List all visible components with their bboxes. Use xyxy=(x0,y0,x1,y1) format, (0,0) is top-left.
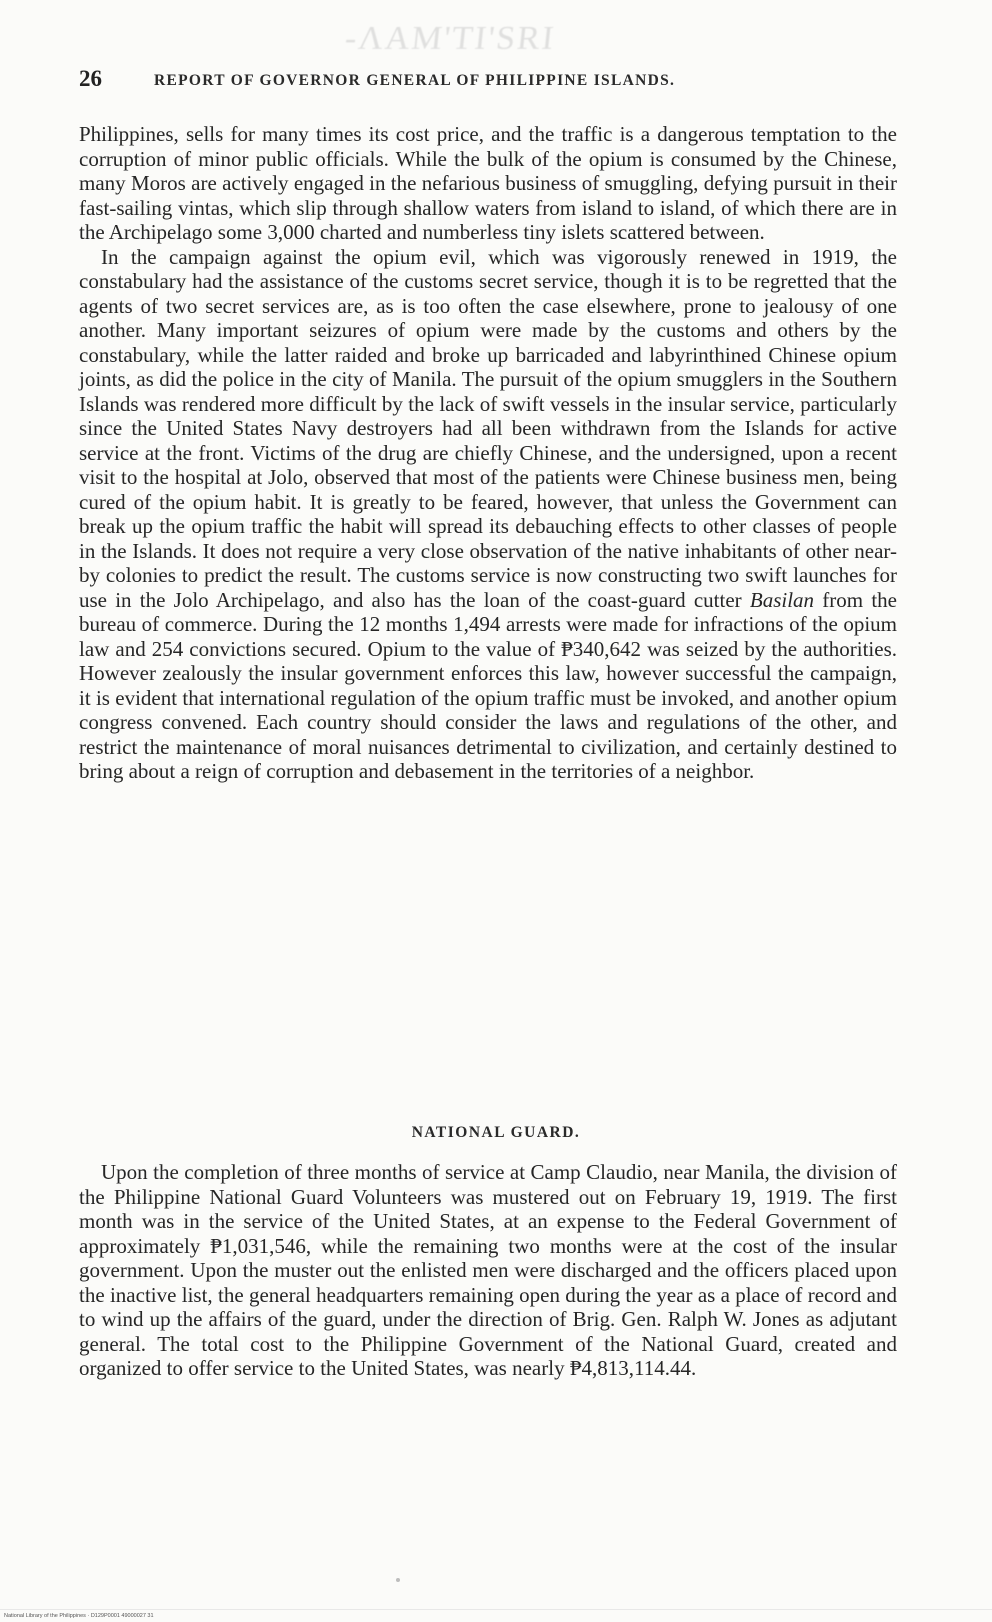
paragraph-national-guard: Upon the completion of three months of service at Camp Claudio, near Manila, the division of the Philippine National Guard Volunteers was mustered out on February 19, 1919. The first month was in the service of the United States, at an expense to the Federal Government of approximately ₱1,031,546, while the remaining two months were at the cost of the insular government. Upon the muster out the enlisted men were discharged and the officers placed upon the inactive list, the general headquarters remaining open during the year as a place of record and to wind up the affairs of the guard, under the direction of Brig. Gen. Ralph W. Jones as adjutant general. The total cost to the Philippine Government of the National Guard, created and organized to offer service to the United States, was nearly ₱4,813,114.44. xyxy=(79,1160,897,1380)
source-note: National Library of the Philippines · D129P0001 49000027 31 xyxy=(4,1613,154,1619)
opium-text-block xyxy=(79,122,897,784)
scan-speck xyxy=(396,1578,400,1582)
vessel-name: Basilan xyxy=(749,587,815,612)
running-head: REPORT OF GOVERNOR GENERAL OF PHILIPPINE ISLANDS. xyxy=(154,72,676,89)
section-heading-national-guard: NATIONAL GUARD. xyxy=(411,1124,581,1141)
footer-rule xyxy=(0,1609,992,1610)
page-header xyxy=(79,66,899,94)
faded-library-stamp: -ɅAM'TI'SRI xyxy=(343,20,558,57)
national-guard-text-block xyxy=(79,1160,897,1381)
page-number: 26 xyxy=(79,66,102,91)
paragraph-opium-campaign: In the campaign against the opium evil, which was vigorously renewed in 1919, the constabulary had the assistance of the customs secret service, though it is to be regretted that the agents of two secret services are, as is too often the case elsewhere, prone to jealousy of one another. Many important seizures of opium were made by the customs and others by the constabulary, while the latter raided and broke up barricaded and labyrinthined Chinese opium joints, as did the police in the city of Manila. The pursuit of the opium smugglers in the Southern Islands was rendered more difficult by the lack of swift vessels in the insular service, particularly since the United States Navy destroyers had all been withdrawn from the Islands for active service at the front. Victims of the drug are chiefly Chinese, and the undersigned, upon a recent visit to the hospital at Jolo, observed that most of the patients were Chinese business men, being cured of the opium habit. It is greatly to be feared, however, that unless the Government can break up the opium traffic the habit will spread its debauching effects to other classes of people in the Islands. It does not require a very close observation of the native inhabitants of other near-by colonies to predict the result. The customs service is now constructing two swift launches for use in the Jolo Archipelago, and also has the loan of the coast-guard cutter Basilan from the bureau of commerce. During the 12 months 1,494 arrests were made for infractions of the opium law and 254 convictions secured. Opium to the value of ₱340,642 was seized by the authorities. However zealously the insular government enforces this law, however successful the campaign, it is evident that international regulation of the opium traffic must be invoked, and another opium congress convened. Each country should consider the laws and regulations of the other, and restrict the maintenance of moral nuisances detrimental to civilization, and certainly destined to bring about a reign of corruption and debasement in the territories of a neighbor. xyxy=(79,244,897,783)
paragraph-continued: Philippines, sells for many times its cost price, and the traffic is a dangerous temptation to the corruption of minor public officials. While the bulk of the opium is consumed by the Chinese, many Moros are actively engaged in the nefarious business of smuggling, defying pursuit in their fast-sailing vintas, which slip through shallow waters from island to island, of which there are in the Archipelago some 3,000 charted and numberless tiny islets scattered between. xyxy=(79,122,897,244)
